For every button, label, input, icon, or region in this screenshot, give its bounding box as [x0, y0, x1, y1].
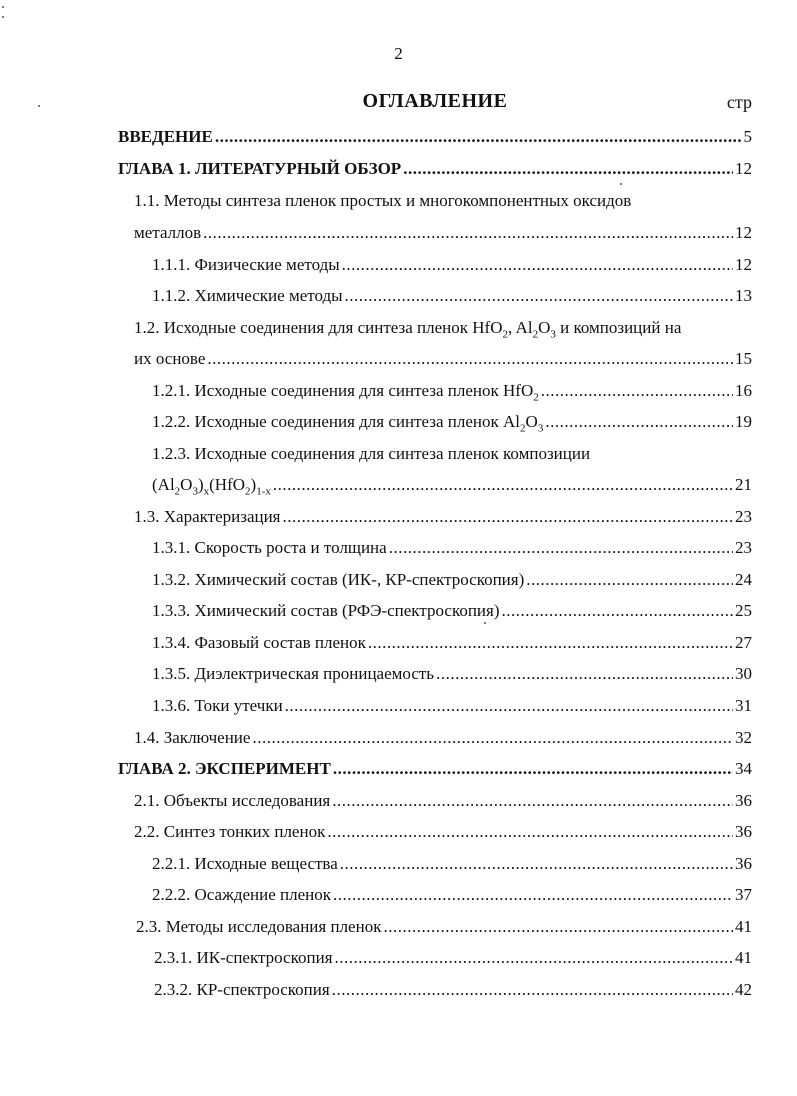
- toc-leader-dots: [207, 349, 733, 369]
- toc-entry-1-2[interactable]: [134, 349, 752, 369]
- toc-header: [118, 90, 752, 118]
- toc-entry-label: 1.3.3. Химический состав (РФЭ-спектроскопия): [152, 601, 500, 620]
- toc-leader-dots: [403, 159, 733, 179]
- text-part: O: [538, 318, 551, 337]
- toc-leader-dots: [389, 538, 733, 558]
- text-part: и композиций на: [555, 318, 682, 337]
- toc-entry-label: ГЛАВА 1. ЛИТЕРАТУРНЫЙ ОБЗОР: [118, 159, 402, 178]
- toc-entry-page: 15: [735, 349, 752, 368]
- toc-entry-1-3-3[interactable]: [152, 601, 752, 621]
- toc-entry-1-1[interactable]: [134, 223, 752, 243]
- toc-leader-dots: [333, 885, 733, 905]
- toc-entry-page: 36: [735, 854, 752, 873]
- toc-entry-label: 2.1. Объекты исследования: [134, 791, 331, 810]
- toc-entry-page: 24: [735, 570, 752, 589]
- toc-entry-label: 1.3.2. Химический состав (ИК-, КР-спектроскопия): [152, 570, 525, 589]
- toc-entry-label: 2.3.2. КР-спектроскопия: [154, 980, 330, 999]
- toc-entry-1-1-2[interactable]: [152, 286, 752, 306]
- toc-entry-page: 31: [735, 696, 752, 715]
- toc-leader-dots: [383, 917, 733, 937]
- toc-entry-2-2-1[interactable]: [152, 854, 752, 874]
- toc-leader-dots: [335, 948, 733, 968]
- toc-entry-1-3-4[interactable]: [152, 633, 752, 653]
- toc-entry-1-3-1[interactable]: [152, 538, 752, 558]
- toc-entry-label: 2.2. Синтез тонких пленок: [134, 822, 326, 841]
- toc-entry-2-1[interactable]: [134, 791, 752, 811]
- toc-leader-dots: [327, 822, 733, 842]
- text-part: ): [250, 475, 257, 494]
- toc-leader-dots: [436, 664, 733, 684]
- text-part: (Al: [152, 475, 175, 494]
- toc-entry-label: металлов: [134, 223, 202, 242]
- toc-entry-label: 2.3. Методы исследования пленок: [136, 917, 382, 936]
- toc-entry-page: 19: [735, 412, 752, 431]
- scan-speck: [38, 105, 40, 107]
- subscript: 3: [192, 485, 198, 498]
- toc-leader-dots: [332, 791, 733, 811]
- toc-entry-page: 12: [735, 159, 752, 178]
- toc-leader-dots: [345, 286, 733, 306]
- subscript: 2: [532, 328, 539, 341]
- toc-leader-dots: [215, 127, 742, 147]
- toc-leader-dots: [545, 412, 733, 432]
- toc-entry-2-3[interactable]: [136, 917, 752, 937]
- text-part: ): [197, 475, 204, 494]
- toc-entry-label: [152, 412, 544, 435]
- toc-leader-dots: [273, 475, 733, 495]
- subscript: 2: [533, 391, 539, 404]
- subscript: 2: [502, 328, 508, 341]
- subscript: 1-x: [256, 485, 271, 498]
- toc-entry-label: 1.3.5. Диэлектрическая проницаемость: [152, 664, 435, 683]
- subscript: 2: [174, 485, 181, 498]
- toc-entry-1-2-3[interactable]: [152, 475, 752, 498]
- scan-speck: [620, 183, 622, 185]
- subscript: 3: [537, 422, 544, 435]
- toc-page-column-label: стр: [726, 92, 752, 112]
- toc-entry-page: 27: [735, 633, 752, 652]
- toc-entry-page: 42: [735, 980, 752, 999]
- toc-entry-label: 1.3. Характеризация: [134, 507, 281, 526]
- toc-leader-dots: [333, 759, 733, 779]
- toc-entry-label: ВВЕДЕНИЕ: [118, 127, 213, 146]
- toc-entry-label: 2.2.2. Осаждение пленок: [152, 885, 331, 904]
- toc-leader-dots: [283, 507, 733, 527]
- toc-entry-label: 1.4. Заключение: [134, 728, 251, 747]
- toc-entry-page: 30: [735, 664, 752, 683]
- toc-leader-dots: [342, 255, 733, 275]
- toc-entry-2-2[interactable]: [134, 822, 752, 842]
- toc-entry-page: 21: [735, 475, 752, 494]
- text-part: 1.2.1. Исходные соединения для синтеза пленок HfO: [152, 381, 534, 400]
- toc-entry-2-3-1[interactable]: [154, 948, 752, 968]
- subscript: x: [203, 485, 210, 498]
- toc-leader-dots: [340, 854, 733, 874]
- toc-entry-label: 2.3.1. ИК-спектроскопия: [154, 948, 333, 967]
- toc-entry-page: 32: [735, 728, 752, 747]
- toc-entry-label: [152, 381, 539, 404]
- text-part: O: [180, 475, 193, 494]
- scan-speck: [2, 6, 4, 8]
- toc-entry-chapter-2[interactable]: [118, 759, 752, 779]
- toc-entry-page: 13: [735, 286, 752, 305]
- toc-entry-page: 12: [735, 223, 752, 242]
- subscript: 2: [245, 485, 251, 498]
- toc-leader-dots: [502, 601, 733, 621]
- toc-entry-page: 25: [735, 601, 752, 620]
- toc-leader-dots: [526, 570, 733, 590]
- text-part: 1.2.2. Исходные соединения для синтеза пленок Al: [152, 412, 521, 431]
- text-part: O: [525, 412, 538, 431]
- toc-title: ОГЛАВЛЕНИЕ: [362, 90, 508, 112]
- toc-entry-label: 1.1.1. Физические методы: [152, 255, 340, 274]
- toc-entry-1-2-line1[interactable]: [134, 318, 682, 341]
- toc-entry-1-4[interactable]: [134, 728, 752, 748]
- toc-entry-1-1-line1[interactable]: 1.1. Методы синтеза пленок простых и многокомпонентных оксидов: [134, 191, 632, 210]
- toc-entry-introduction[interactable]: [118, 127, 752, 147]
- text-part: , Al: [508, 318, 533, 337]
- scan-speck: [484, 622, 486, 624]
- toc-entry-page: 5: [743, 127, 752, 146]
- toc-entry-1-3-5[interactable]: [152, 664, 752, 684]
- toc-entry-chapter-1[interactable]: [118, 159, 752, 179]
- toc-entry-label: 2.2.1. Исходные вещества: [152, 854, 338, 873]
- toc-entry-1-2-2[interactable]: [152, 412, 752, 435]
- toc-entry-page: 41: [735, 917, 752, 936]
- toc-entry-label: 1.1.2. Химические методы: [152, 286, 343, 305]
- toc-entry-1-2-3-line1[interactable]: 1.2.3. Исходные соединения для синтеза пленок композиции: [152, 444, 591, 463]
- toc-entry-label: 1.3.4. Фазовый состав пленок: [152, 633, 366, 652]
- toc-entry-page: 36: [735, 822, 752, 841]
- text-part: (HfO: [209, 475, 246, 494]
- toc-entry-1-3-6[interactable]: [152, 696, 752, 716]
- toc-leader-dots: [252, 728, 733, 748]
- toc-entry-2-2-2[interactable]: [152, 885, 752, 905]
- scan-speck: [2, 16, 4, 18]
- toc-entry-page: 23: [735, 538, 752, 557]
- toc-entry-label: их основе: [134, 349, 206, 368]
- toc-entry-label: [152, 475, 271, 498]
- toc-entry-page: 41: [735, 948, 752, 967]
- toc-entry-1-3[interactable]: [134, 507, 752, 527]
- subscript: 2: [520, 422, 526, 435]
- page-number: 2: [394, 44, 403, 63]
- toc-entry-2-3-2[interactable]: [154, 980, 752, 1000]
- toc-entry-label: ГЛАВА 2. ЭКСПЕРИМЕНТ: [118, 759, 331, 778]
- subscript: 3: [550, 328, 556, 341]
- toc-leader-dots: [203, 223, 733, 243]
- text-part: 1.2. Исходные соединения для синтеза пленок HfO: [134, 318, 503, 337]
- toc-leader-dots: [368, 633, 733, 653]
- toc-entry-page: 16: [735, 381, 752, 400]
- toc-leader-dots: [285, 696, 733, 716]
- toc-leader-dots: [332, 980, 733, 1000]
- toc-entry-1-3-2[interactable]: [152, 570, 752, 590]
- toc-entry-1-1-1[interactable]: [152, 255, 752, 275]
- toc-entry-label: 1.3.6. Токи утечки: [152, 696, 283, 715]
- toc-entry-1-2-1[interactable]: [152, 381, 752, 404]
- toc-leader-dots: [541, 381, 733, 401]
- toc-entry-page: 34: [735, 759, 752, 778]
- toc-entry-label: 1.3.1. Скорость роста и толщина: [152, 538, 387, 557]
- toc-entry-page: 23: [735, 507, 752, 526]
- toc-entry-page: 36: [735, 791, 752, 810]
- toc-entry-page: 37: [735, 885, 752, 904]
- toc-entry-page: 12: [735, 255, 752, 274]
